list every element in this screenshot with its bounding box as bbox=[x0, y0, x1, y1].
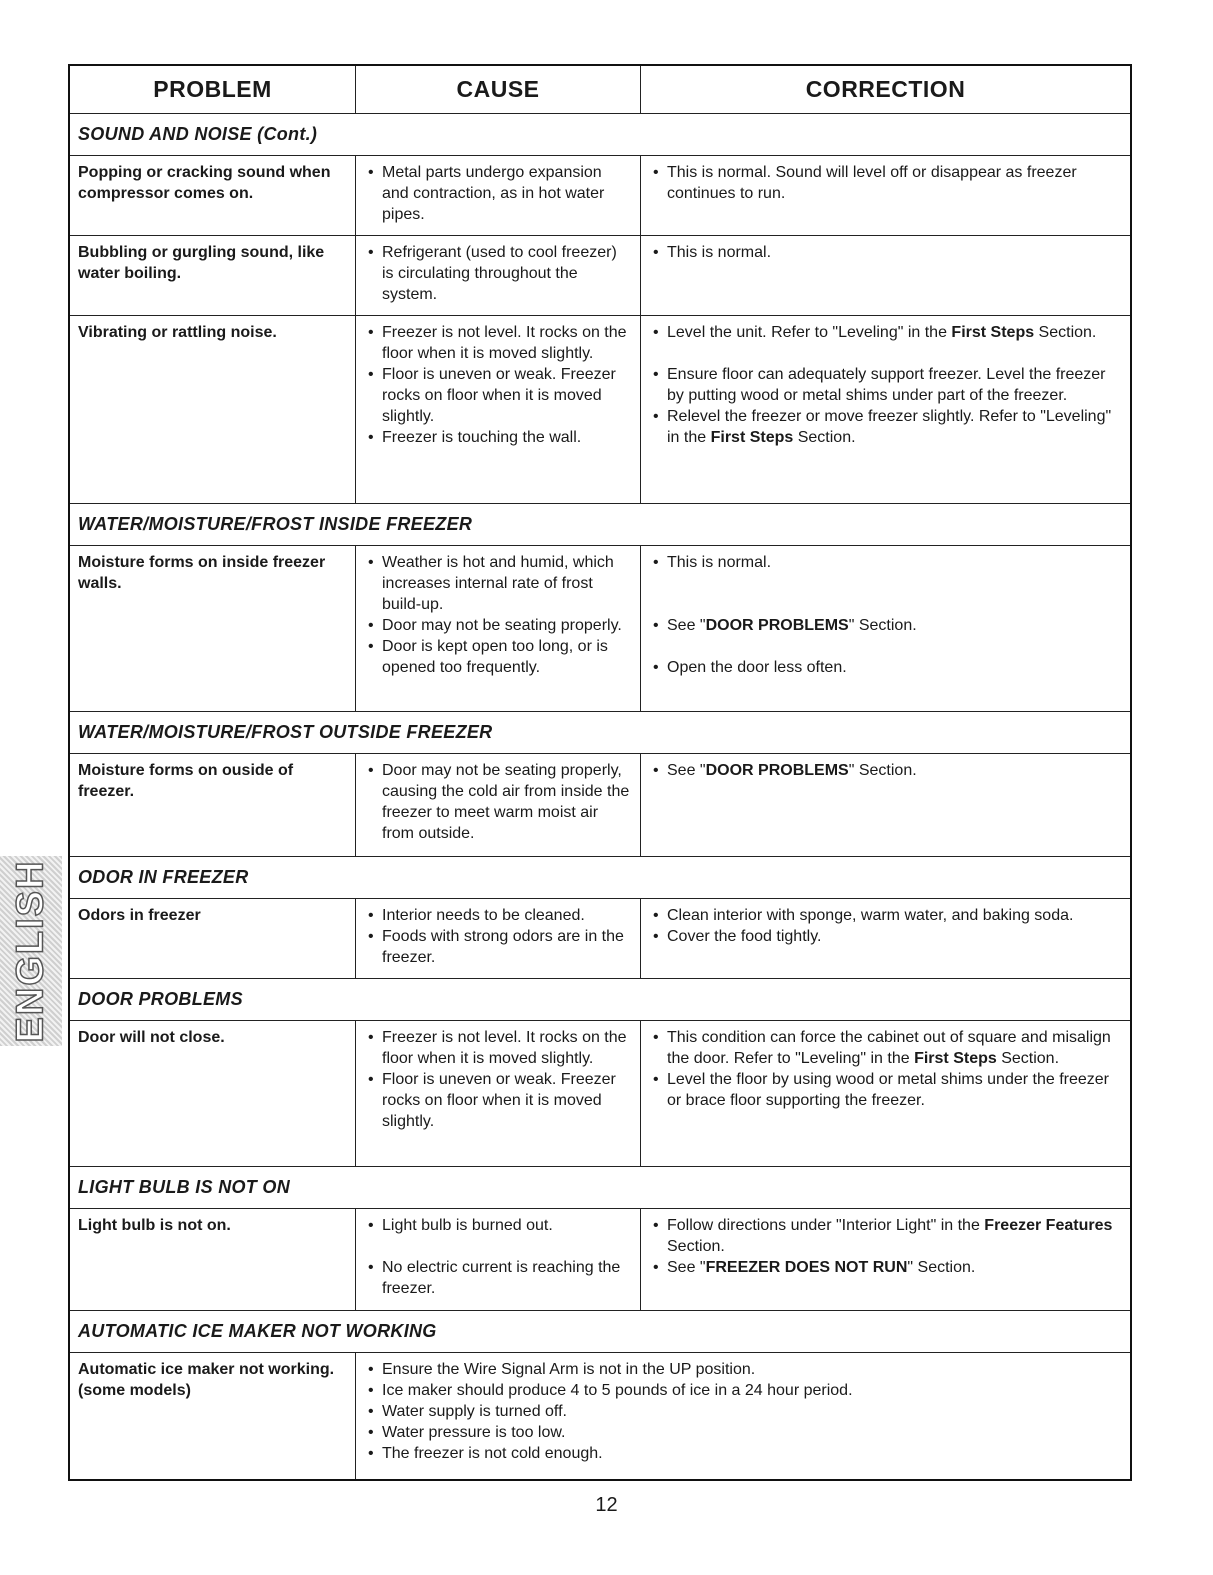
table-row bbox=[70, 754, 1130, 857]
cause-item: • Freezer is not level. It rocks on the floor when it is moved slightly. bbox=[364, 322, 632, 364]
language-label: ENGLISH bbox=[9, 859, 52, 1043]
cause-item: • Weather is hot and humid, which increases internal rate of frost build-up. bbox=[364, 552, 632, 615]
page-number: 12 bbox=[595, 1494, 618, 1516]
correction-cell bbox=[641, 754, 1130, 856]
cause-item: • Foods with strong odors are in the freezer. bbox=[364, 926, 632, 968]
cause-item: • Freezer is not level. It rocks on the floor when it is moved slightly. bbox=[364, 1027, 632, 1069]
cause-item: • Freezer is touching the wall. bbox=[364, 427, 632, 448]
correction-item: • This is normal. bbox=[649, 242, 1122, 263]
cause-item: • Door may not be seating properly, causing the cold air from inside the freezer to meet warm moist air from outside. bbox=[364, 760, 632, 844]
correction-cell bbox=[641, 1209, 1130, 1310]
language-side-tab bbox=[0, 856, 62, 1046]
cause-cell bbox=[356, 546, 641, 711]
correction-item: • Level the floor by using wood or metal shims under the freezer or brace floor supporting the freezer. bbox=[649, 1069, 1122, 1111]
table-row bbox=[70, 316, 1130, 504]
correction-item: • See "DOOR PROBLEMS" Section. bbox=[649, 615, 1122, 636]
problem-cell: Light bulb is not on. bbox=[70, 1209, 356, 1310]
cause-cell bbox=[356, 156, 641, 235]
problem-cell: Moisture forms on ouside of freezer. bbox=[70, 754, 356, 856]
correction-item: • This condition can force the cabinet out of square and misalign the door. Refer to "Leveling" in the First Steps Section. bbox=[649, 1027, 1122, 1069]
section-heading: WATER/MOISTURE/FROST INSIDE FREEZER bbox=[70, 504, 1130, 546]
section-heading: DOOR PROBLEMS bbox=[70, 979, 1130, 1021]
table-row bbox=[70, 1209, 1130, 1311]
correction-cell bbox=[641, 156, 1130, 235]
cause-item: • Ensure the Wire Signal Arm is not in the UP position. bbox=[364, 1359, 1122, 1380]
correction-item: • Relevel the freezer or move freezer slightly. Refer to "Leveling" in the First Steps Section. bbox=[649, 406, 1122, 448]
troubleshooting-table bbox=[68, 64, 1132, 1481]
correction-item: • This is normal. bbox=[649, 552, 1122, 573]
cause-item: • Door may not be seating properly. bbox=[364, 615, 632, 636]
correction-item: • Open the door less often. bbox=[649, 657, 1122, 678]
correction-cell bbox=[641, 546, 1130, 711]
correction-cell bbox=[641, 899, 1130, 978]
table-row bbox=[70, 236, 1130, 316]
cause-item: • Water supply is turned off. bbox=[364, 1401, 1122, 1422]
section-heading: LIGHT BULB IS NOT ON bbox=[70, 1167, 1130, 1209]
correction-cell bbox=[641, 1021, 1130, 1166]
cause-item: • Ice maker should produce 4 to 5 pounds of ice in a 24 hour period. bbox=[364, 1380, 1122, 1401]
table-row bbox=[70, 899, 1130, 979]
problem-cell: Automatic ice maker not working. (some models) bbox=[70, 1353, 356, 1479]
cause-item: • Light bulb is burned out. bbox=[364, 1215, 632, 1236]
correction-item: • Follow directions under "Interior Light" in the Freezer Features Section. bbox=[649, 1215, 1122, 1257]
cause-cell bbox=[356, 899, 641, 978]
problem-cell: Popping or cracking sound when compressor comes on. bbox=[70, 156, 356, 235]
cause-cell bbox=[356, 754, 641, 856]
section-heading: AUTOMATIC ICE MAKER NOT WORKING bbox=[70, 1311, 1130, 1353]
cause-item: • Floor is uneven or weak. Freezer rocks on floor when it is moved slightly. bbox=[364, 1069, 632, 1132]
problem-cell: Vibrating or rattling noise. bbox=[70, 316, 356, 503]
cause-item: • Floor is uneven or weak. Freezer rocks on floor when it is moved slightly. bbox=[364, 364, 632, 427]
cause-item: • Refrigerant (used to cool freezer) is circulating throughout the system. bbox=[364, 242, 632, 305]
correction-item: • See "DOOR PROBLEMS" Section. bbox=[649, 760, 1122, 781]
cause-cell bbox=[356, 1353, 1130, 1479]
correction-cell bbox=[641, 236, 1130, 315]
cause-cell bbox=[356, 236, 641, 315]
cause-item: • Door is kept open too long, or is opened too frequently. bbox=[364, 636, 632, 678]
correction-item: • This is normal. Sound will level off or disappear as freezer continues to run. bbox=[649, 162, 1122, 204]
table-row bbox=[70, 1021, 1130, 1167]
header-problem: PROBLEM bbox=[70, 66, 356, 113]
cause-cell bbox=[356, 316, 641, 503]
table-row bbox=[70, 546, 1130, 712]
cause-item: • Water pressure is too low. bbox=[364, 1422, 1122, 1443]
header-correction: CORRECTION bbox=[805, 76, 966, 102]
correction-item: • Ensure floor can adequately support freezer. Level the freezer by putting wood or metal shims under part of the freezer. bbox=[649, 364, 1122, 406]
correction-item: • See "FREEZER DOES NOT RUN" Section. bbox=[649, 1257, 1122, 1278]
cause-cell bbox=[356, 1209, 641, 1310]
section-heading: ODOR IN FREEZER bbox=[70, 857, 1130, 899]
header-cause: CAUSE bbox=[356, 66, 641, 113]
cause-item: • Interior needs to be cleaned. bbox=[364, 905, 632, 926]
table-row bbox=[70, 156, 1130, 236]
problem-cell: Moisture forms on inside freezer walls. bbox=[70, 546, 356, 711]
table-row bbox=[70, 1353, 1130, 1479]
problem-cell: Bubbling or gurgling sound, like water boiling. bbox=[70, 236, 356, 315]
section-heading: WATER/MOISTURE/FROST OUTSIDE FREEZER bbox=[70, 712, 1130, 754]
table-header bbox=[70, 66, 1130, 114]
section-heading: SOUND AND NOISE (Cont.) bbox=[70, 114, 1130, 156]
cause-item: • No electric current is reaching the freezer. bbox=[364, 1257, 632, 1299]
cause-cell bbox=[356, 1021, 641, 1166]
correction-item: • Clean interior with sponge, warm water, and baking soda. bbox=[649, 905, 1122, 926]
problem-cell: Door will not close. bbox=[70, 1021, 356, 1166]
problem-cell: Odors in freezer bbox=[70, 899, 356, 978]
cause-item: • Metal parts undergo expansion and contraction, as in hot water pipes. bbox=[364, 162, 632, 225]
correction-cell bbox=[641, 316, 1130, 503]
correction-item: • Cover the food tightly. bbox=[649, 926, 1122, 947]
cause-item: • The freezer is not cold enough. bbox=[364, 1443, 1122, 1464]
correction-item: • Level the unit. Refer to "Leveling" in the First Steps Section. bbox=[649, 322, 1122, 343]
